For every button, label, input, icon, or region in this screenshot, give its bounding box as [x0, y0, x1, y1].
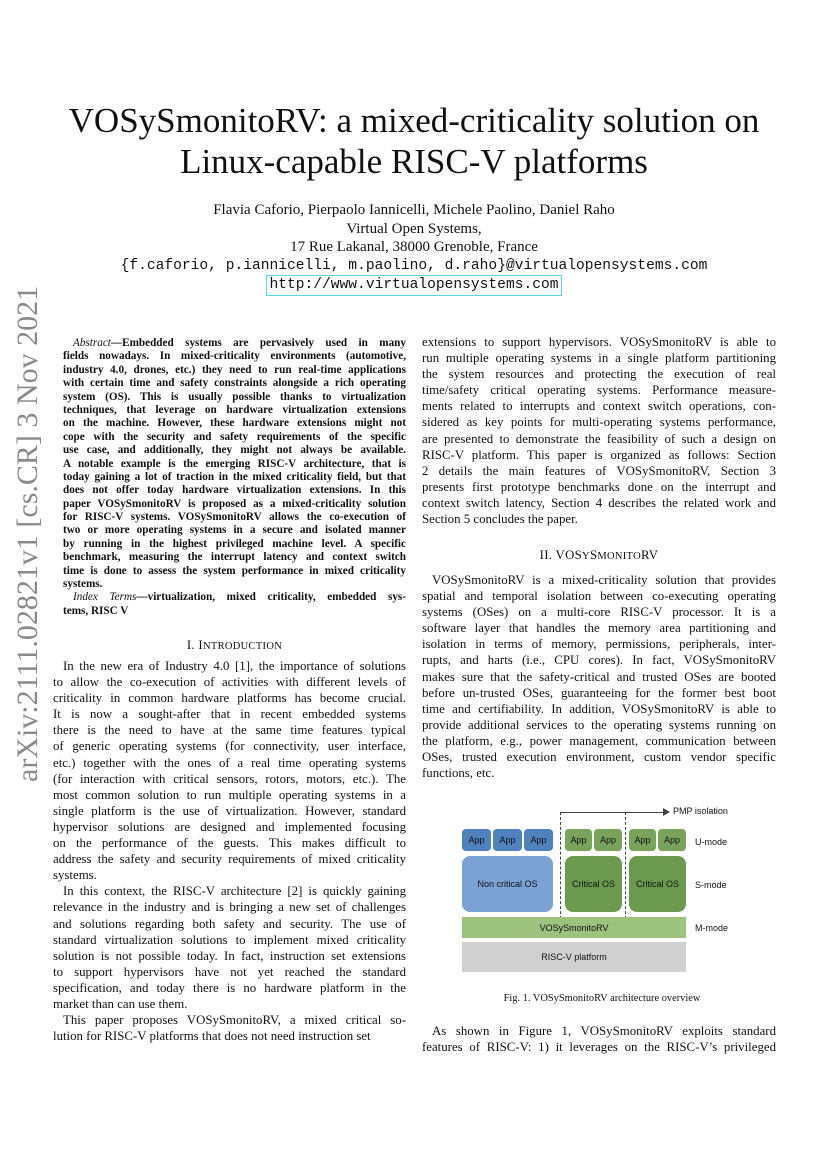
text-line: on the machine. However, these hardware extensions might not — [63, 417, 406, 430]
pmp-label: PMP isolation — [673, 806, 728, 816]
text-line: by running in the highest privileged machine level. A specific — [63, 537, 406, 550]
text-line: the platform, e.g., power management, communication between — [422, 733, 776, 748]
text-line: address the safety and security requirements of mixed criticality — [53, 852, 406, 867]
app-box: App — [524, 829, 553, 851]
text-line: As shown in Figure 1, VOSySmonitoRV exploits standard — [432, 1024, 776, 1038]
section-2-continued — [422, 1023, 776, 1055]
text-line: the system resources and protecting the execution of real — [422, 367, 776, 382]
text-line: are presented to demonstrate the feasibility of such a design on — [422, 431, 776, 446]
text-line: extensions to support hypervisors. VOSySmonitoRV is able to — [422, 335, 776, 349]
text-line: to allow the co-execution of activities with different levels of — [53, 675, 406, 690]
text-line: with certain time and safety constraints alongside a rich operating — [63, 377, 406, 390]
text-line: most common solution to run multiple operating systems in a — [53, 787, 406, 802]
s-mode-label: S-mode — [695, 880, 727, 890]
text-line: Section 5 concludes the paper. — [422, 512, 578, 527]
pmp-arrowhead-icon — [663, 808, 670, 816]
text-line: systems. — [53, 868, 97, 883]
text-line: standard virtualization solutions to implement mixed criticality — [53, 932, 406, 947]
text-line: makes sure that the safety-critical and trusted OSes are booted — [422, 669, 776, 684]
text-line: there is the need to have at the same time features typical — [53, 723, 406, 738]
section-2-body — [422, 572, 776, 781]
text-line: cope with the security and safety requirements of the specific — [63, 430, 406, 443]
index-terms — [63, 591, 406, 618]
text-line: today gaining a lot of traction in the mixed criticality field, but that — [63, 470, 406, 483]
text-line: presents first prototype benchmarks done on the interrupt and — [422, 479, 776, 494]
isolation-divider-2 — [625, 812, 626, 924]
text-line: software layer that handles the memory area partitioning and — [422, 621, 776, 636]
app-box: App — [493, 829, 522, 851]
text-line: techniques, that leverage on hardware virtualization extensions — [63, 403, 406, 416]
text-line: RISC-V platform. This paper is organized as follows: Section — [422, 447, 776, 462]
text-line: spatial and temporal isolation between co-executing operating — [422, 589, 776, 604]
arxiv-identifier: arXiv:2111.02821v1 [cs.CR] 3 Nov 2021 — [11, 285, 44, 782]
title-line-1: VOSySmonitoRV: a mixed-criticality solution on — [68, 101, 760, 140]
text-line: single platform is the use of virtualization. However, standard — [53, 803, 406, 818]
text-line: Abstract—Embedded systems are pervasively used in many — [73, 337, 406, 349]
text-line: before un-trusted OSes, guaranteeing for the former best boot — [422, 685, 776, 700]
paper-title — [60, 100, 768, 182]
text-line: time and certifiability. In addition, VOSySmonitoRV is able to — [422, 701, 776, 716]
text-line: time/safety critical operating systems. Performance measure- — [422, 383, 776, 398]
text-line: on the performance of the guests. This makes difficult to — [53, 836, 406, 851]
text-line: rupts, and harts (i.e., CPU cores). In fact, VOSySmonitoRV — [422, 653, 776, 668]
text-line: of generic operating systems (for connectivity, user interface, — [53, 739, 406, 754]
monitor-layer: VOSySmonitoRV — [462, 917, 686, 938]
isolation-divider-1 — [560, 812, 561, 924]
text-line: run multiple operating systems in a single platform partitioning — [422, 351, 776, 366]
url-row — [0, 275, 828, 296]
text-line: for RISC-V systems. VOSySmonitoRV allows the co-execution of — [63, 511, 406, 524]
text-line: time is done to assess the system performance in mixed criticality — [63, 564, 406, 577]
text-line: In the new era of Industry 4.0 [1], the importance of solutions — [63, 659, 406, 673]
text-line: lution for RISC-V platforms that does not need instruction set — [53, 1029, 371, 1044]
critical-os-box: Critical OS — [565, 856, 622, 912]
text-line: fields nowadays. In mixed-criticality environments (automotive, — [63, 350, 406, 363]
text-line: two or more operating systems in a secure and isolated manner — [63, 524, 406, 537]
affiliation: Virtual Open Systems, — [346, 221, 482, 237]
text-line: (for interaction with critical sensors, rotors, motors, etc.). The — [53, 771, 406, 786]
figure-1 — [455, 800, 775, 980]
app-box: App — [658, 829, 686, 851]
app-box: App — [565, 829, 592, 851]
text-line: VOSySmonitoRV is a mixed-criticality solution that provides — [432, 573, 776, 587]
text-line: tems, RISC V — [63, 604, 129, 617]
text-line: paper VOSySmonitoRV is proposed as a mixed-criticality solution — [63, 497, 406, 510]
text-line: This paper proposes VOSySmonitoRV, a mixed critical so- — [63, 1013, 406, 1028]
address: 17 Rue Lakanal, 38000 Grenoble, France — [290, 239, 538, 255]
text-line: functions, etc. — [422, 766, 495, 781]
platform-layer: RISC-V platform — [462, 942, 686, 972]
text-line: solution is not possible today. In fact, instruction set extensions — [53, 948, 406, 963]
text-line: and solutions regarding both safety and security. The use of — [53, 916, 406, 931]
pmp-arrow-line — [560, 812, 665, 813]
text-line: industry 4.0, drones, etc.) they need to run real-time applications — [63, 363, 406, 376]
section-2-heading: II. VOSYSMONITORV — [539, 548, 659, 562]
text-line: OSes, trusted execution environment, custom vendor specific — [422, 750, 776, 765]
text-line: market than can use them. — [53, 996, 188, 1011]
text-line: 2 details the main features of VOSySmonitoRV, Section 3 — [422, 463, 776, 478]
text-line: Index Terms—virtualization, mixed criticality, embedded sys- — [73, 591, 407, 604]
non-critical-os-box: Non critical OS — [462, 856, 553, 912]
text-line: systems. — [63, 578, 103, 591]
m-mode-label: M-mode — [695, 923, 729, 933]
text-line: sidered as key points for multi-operating systems performance, — [422, 415, 776, 430]
text-line: In this context, the RISC-V architecture [2] is quickly gaining — [63, 884, 406, 899]
text-line: criticality in common hardware platforms has become crucial. — [53, 691, 406, 706]
text-line: systems (OSes) on a multi-core RISC-V processor. It is a — [422, 605, 776, 620]
section-1-heading: I. INTRODUCTION — [186, 638, 283, 652]
text-line: context switch latency, Section 4 describes the related work and — [422, 495, 776, 510]
figure-caption: Fig. 1. VOSySmonitoRV architecture overview — [503, 993, 701, 1004]
text-line: features of RISC-V: 1) it leverages on the RISC-V’s privileged — [422, 1040, 776, 1055]
text-line: use case, and additionally, they might not always be available. — [63, 444, 406, 457]
text-line: hypervisor solutions are designed and implemented focusing — [53, 819, 406, 834]
u-mode-label: U-mode — [695, 837, 728, 847]
text-line: does not offer today hardware virtualization extensions. In this — [63, 484, 406, 497]
text-line: etc.) together with the ones of a real time operating systems — [53, 755, 406, 770]
text-line: A notable example is the emerging RISC-V architecture, that is — [63, 457, 406, 470]
text-line: It is now a sought-after that in recent embedded systems — [53, 707, 406, 722]
text-line: to support hypervisors have not yet reached the standard — [53, 964, 406, 979]
app-box: App — [629, 829, 656, 851]
emails: {f.caforio, p.iannicelli, m.paolino, d.raho}@virtualopensystems.com — [120, 258, 708, 274]
app-box: App — [594, 829, 622, 851]
abstract — [63, 337, 406, 618]
introduction-continued — [422, 334, 776, 527]
website-link[interactable]: http://www.virtualopensystems.com — [266, 275, 561, 296]
introduction-body — [53, 658, 406, 1044]
text-line: isolation in terms of memory, permissions, peripherals, inter- — [422, 637, 776, 652]
text-line: provide additional services to the operating systems running on — [422, 717, 776, 732]
text-line: specification, and today there is no hardware platform in the — [53, 980, 406, 995]
app-box: App — [462, 829, 491, 851]
abstract-body — [63, 337, 406, 591]
title-line-2: Linux-capable RISC-V platforms — [180, 142, 648, 181]
text-line: system (OS). This is usually possible thanks to virtualization — [63, 390, 406, 403]
text-line: ments related to interrupts and context switch operations, con- — [422, 399, 776, 414]
text-line: relevance in the industry and is bringing a new set of challenges — [53, 900, 406, 915]
text-line: benchmark, measuring the interrupt latency and context switch — [63, 551, 406, 564]
critical-os-box: Critical OS — [629, 856, 686, 912]
authors: Flavia Caforio, Pierpaolo Iannicelli, Michele Paolino, Daniel Raho — [213, 202, 615, 218]
